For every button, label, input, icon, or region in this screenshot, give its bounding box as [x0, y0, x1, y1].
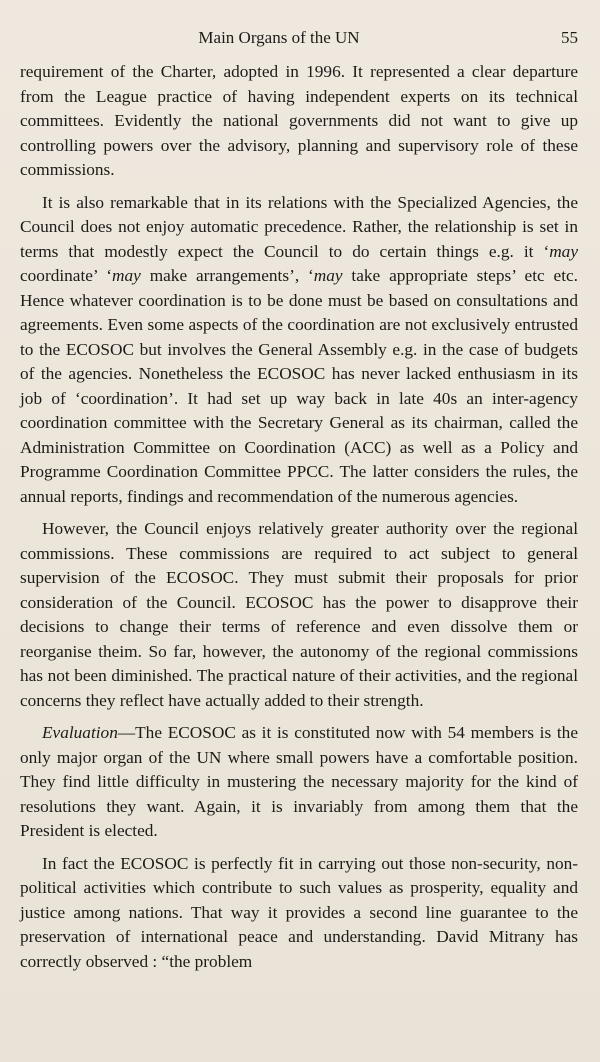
- paragraph-2-text-c: make arrangements’, ‘: [140, 266, 314, 285]
- running-head: Main Organs of the UN: [198, 28, 360, 47]
- section-lead-evaluation: Evaluation: [42, 723, 118, 742]
- paragraph-5: In fact the ECOSOC is perfectly fit in carrying out those non-security, non-political activities which contribute to such values as prosperity, equality and justice among nations. That way it provides a second line guarantee to the preservation of international peace and understanding. David Mitrany has correctly observed : “the problem: [20, 853, 578, 971]
- paragraph-2-text-b: coordinate’ ‘: [20, 266, 113, 285]
- paragraph-2-text-d: take appropriate steps’ etc etc. Hence whatever coordination is to be done must be based on consultations and agreements. Even some aspects of the coordination are not exclusively entrusted to the ECOSOC but involves the General Assembly e.g. in the case of budgets of the agencies. Nonetheless the ECOSOC has never lacked enthusiasm in its job of ‘coordination’. It had set up way back in late 40s an inter-agency coordination committee with the Secretary General as its chairman, called the Administration Committee on Coordination (ACC) as well as a Policy and Programme Coordination Committee PPCC. The latter considers the rules, the annual reports, findings and recommendation of the numerous agencies.: [20, 266, 578, 506]
- paragraph-4: [20, 721, 578, 844]
- paragraph-2: [20, 191, 578, 510]
- emphasis-may: may: [313, 266, 343, 285]
- page-header: [20, 28, 578, 52]
- paragraph-1: requirement of the Charter, adopted in 1996. It represented a clear departure from the League practice of having independent experts on its technical committees. Evidently the national governments did not want to give up controlling powers over the advisory, planning and supervisory role of these commissions.: [20, 62, 578, 179]
- body-text: [20, 60, 578, 974]
- emphasis-may: may: [549, 241, 578, 261]
- paragraph-3: However, the Council enjoys relatively greater authority over the regional commissions. These commissions are required to act subject to general supervision of the ECOSOC. They must submit their proposals for prior consideration of the Council. ECOSOC has the power to disapprove their decisions to change their terms of reference and even dissolve them or reorganise theim. So far, however, the autonomy of the regional commissions has not been diminished. The practical nature of their activities, and the regional concerns they reflect have actually added to their strength.: [20, 519, 578, 710]
- paragraph-2-text-a: It is also remarkable that in its relations with the Specialized Agencies, the Council does not enjoy automatic precedence. Rather, the relationship is set in terms that modestly expect the Council to do certain things e.g. it ‘: [20, 192, 578, 261]
- emphasis-may: may: [112, 266, 141, 285]
- page-number: 55: [561, 28, 578, 47]
- paragraph-4-text: —The ECOSOC as it is constituted now with 54 members is the only major organ of the UN where small powers have a comfortable position. They find little difficulty in mustering the necessary majority for the kind of resolutions they want. Again, it is invariably from among them that the President is elected.: [20, 723, 578, 840]
